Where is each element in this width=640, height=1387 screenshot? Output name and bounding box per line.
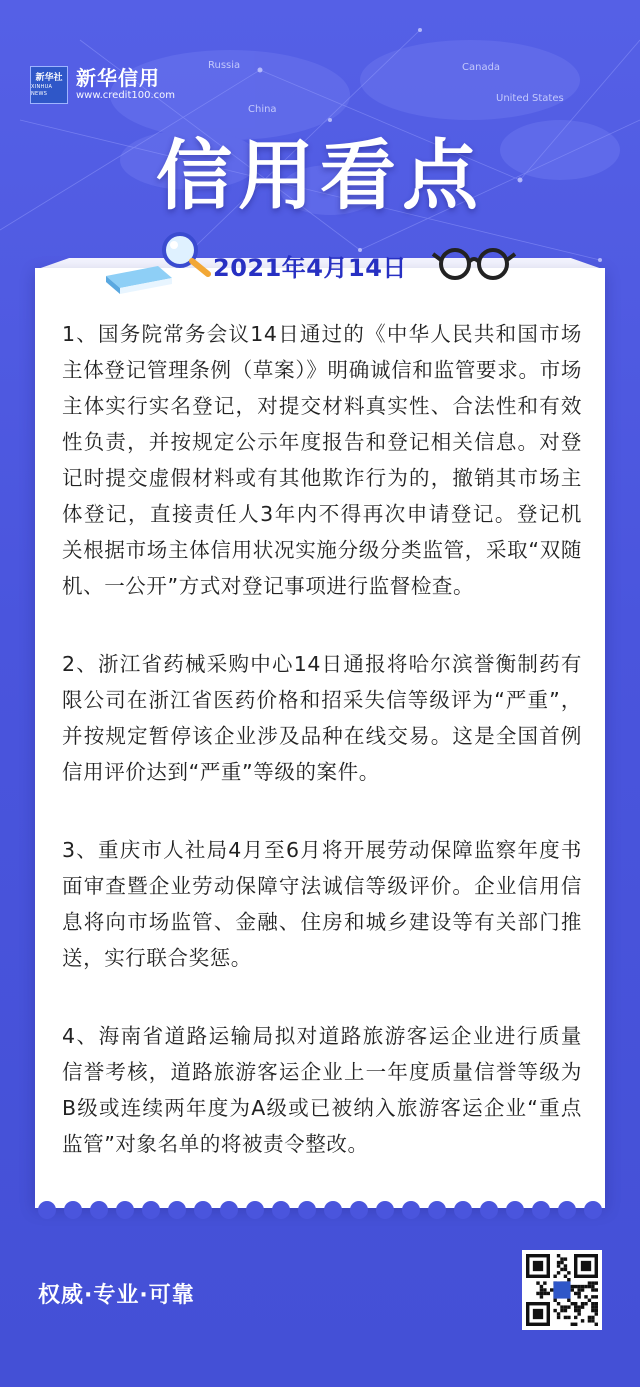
- logo-url: www.credit100.com: [76, 90, 176, 101]
- qr-code-pattern: [526, 1254, 598, 1326]
- news-item-3: 3、重庆市人社局4月至6月将开展劳动保障监察年度书面审查暨企业劳动保障守法诚信等级评价。企业信用信息将向市场监管、金融、住房和城乡建设等有关部门推送，实行联合奖惩。: [62, 838, 582, 970]
- map-label-russia: Russia: [208, 60, 241, 71]
- logo-badge-subtext: XINHUA NEWS: [31, 83, 53, 97]
- map-label-china: China: [248, 104, 277, 115]
- xinhua-credit-logo: [30, 66, 175, 104]
- date-label: 2021年4月14日: [213, 254, 407, 282]
- footer-slogan: 权威·专业·可靠: [38, 1283, 195, 1308]
- page-title: 信用看点: [156, 131, 484, 220]
- map-label-united-states: United States: [496, 93, 564, 104]
- news-item-2: 2、浙江省药械采购中心14日通报将哈尔滨誉衡制药有限公司在浙江省医药价格和招采失信等级评为“严重”，并按规定暂停该企业涉及品种在线交易。这是全国首例信用评价达到“严重”等级的案件。: [62, 652, 582, 784]
- news-item-4: 4、海南省道路运输局拟对道路旅游客运企业进行质量信誉考核，道路旅游客运企业上一年度质量信誉等级为B级或连续两年度为A级或已被纳入旅游客运企业“重点监管”对象名单的将被责令整改。: [62, 1024, 582, 1156]
- glasses-icon: [433, 250, 515, 278]
- xinhua-news-badge: [30, 66, 68, 104]
- magnifier-icon: [164, 234, 208, 274]
- logo-name: 新华信用: [76, 66, 160, 90]
- book-icon: [106, 266, 172, 294]
- qr-code[interactable]: [522, 1250, 602, 1330]
- news-item-1: 1、国务院常务会议14日通过的《中华人民共和国市场主体登记管理条例（草案）》明确诚信和监管要求。市场主体实行实名登记，对提交材料真实性、合法性和有效性负责，并按规定公示年度报告和登记相关信息。对登记时提交虚假材料或有其他欺诈行为的，撤销其市场主体登记，直接责任人3年内不得再次申请登记。登记机关根据市场主体信用状况实施分级分类监管，采取“双随机、一公开”方式对登记事项进行监督检查。: [62, 322, 582, 598]
- news-content: [62, 316, 582, 1204]
- map-label-canada: Canada: [462, 62, 501, 73]
- logo-badge-text: 新华社: [35, 72, 63, 83]
